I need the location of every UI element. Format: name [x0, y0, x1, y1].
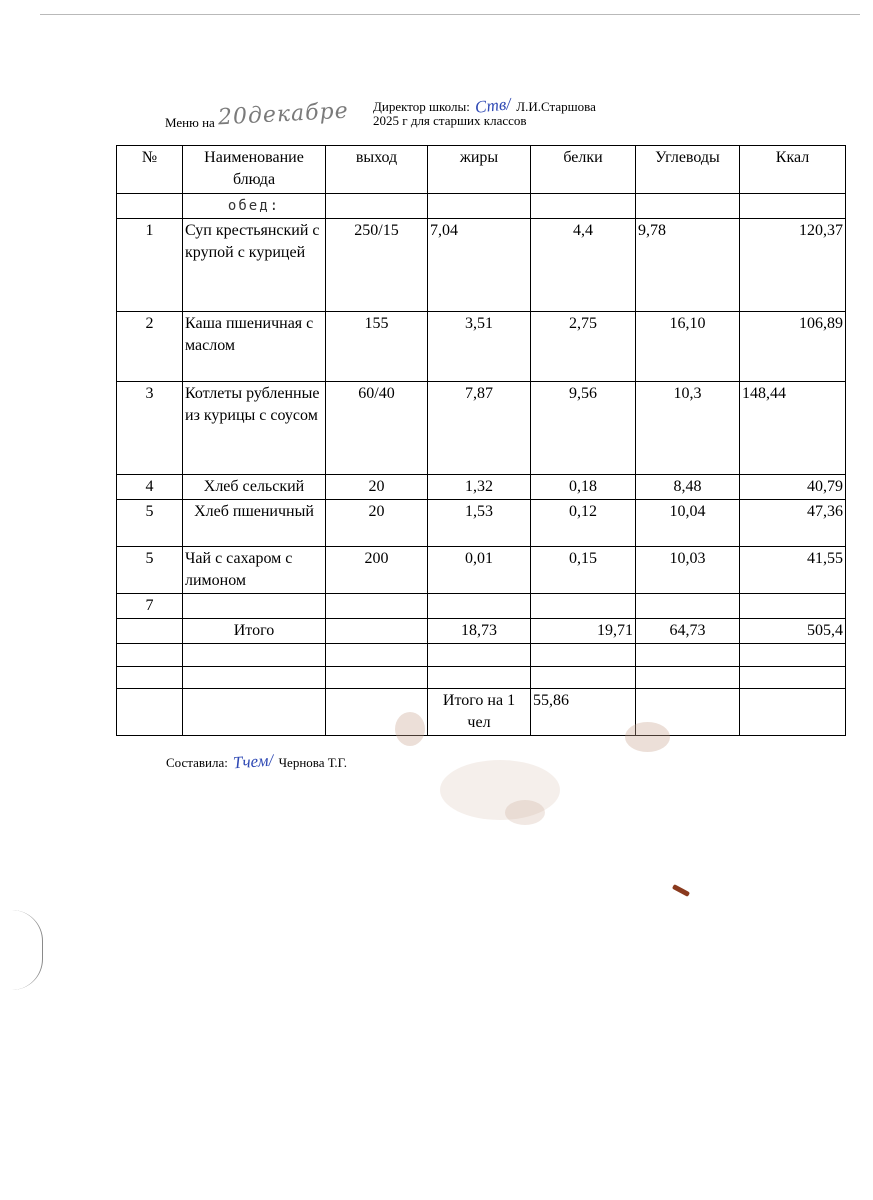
section-row: [117, 194, 846, 219]
row-num: 5: [117, 500, 183, 547]
compiled-by: [166, 752, 347, 772]
col-header-carbs: Углеводы: [636, 146, 740, 194]
dish-protein: 0,18: [531, 475, 636, 500]
menu-table: [116, 145, 846, 736]
row-num: 4: [117, 475, 183, 500]
table-row: [117, 382, 846, 475]
dish-name: Суп крестьянский с крупой с курицей: [183, 219, 326, 312]
per-person-label: Итого на 1 чел: [428, 689, 531, 736]
menu-subtitle: 2025 г для старших классов: [373, 113, 527, 128]
dish-output: 250/15: [326, 219, 428, 312]
dish-carbs: 10,03: [636, 547, 740, 594]
col-header-fat: жиры: [428, 146, 531, 194]
dish-output: 20: [326, 500, 428, 547]
total-carbs: 64,73: [636, 619, 740, 644]
per-person-row: [117, 689, 846, 736]
dish-kcal: 40,79: [740, 475, 846, 500]
col-header-num: №: [117, 146, 183, 194]
table-row: [117, 312, 846, 382]
dish-fat: 7,04: [428, 219, 531, 312]
empty-row: [117, 644, 846, 667]
dish-fat: 7,87: [428, 382, 531, 475]
dish-output: 200: [326, 547, 428, 594]
table-row: [117, 500, 846, 547]
col-header-protein: белки: [531, 146, 636, 194]
director-name: Л.И.Старшова: [516, 99, 596, 114]
total-row: [117, 619, 846, 644]
dish-kcal: 41,55: [740, 547, 846, 594]
top-divider: [40, 14, 860, 15]
compiled-signature: Тчем/: [232, 750, 274, 773]
dish-protein: 9,56: [531, 382, 636, 475]
empty-row: [117, 667, 846, 689]
dish-name: Котлеты рубленные из курицы с соусом: [183, 382, 326, 475]
row-num: 3: [117, 382, 183, 475]
dish-protein: 0,12: [531, 500, 636, 547]
stain: [625, 722, 670, 752]
dish-output: 60/40: [326, 382, 428, 475]
dish-carbs: 16,10: [636, 312, 740, 382]
col-header-name: Наименование блюда: [183, 146, 326, 194]
dish-carbs: 10,04: [636, 500, 740, 547]
total-fat: 18,73: [428, 619, 531, 644]
col-header-kcal: Ккал: [740, 146, 846, 194]
dish-carbs: 8,48: [636, 475, 740, 500]
total-kcal: 505,4: [740, 619, 846, 644]
table-row: [117, 547, 846, 594]
table-row: [117, 594, 846, 619]
dish-kcal: 148,44: [740, 382, 846, 475]
paper-edge: [12, 910, 43, 990]
stain: [395, 712, 425, 746]
dish-fat: 0,01: [428, 547, 531, 594]
row-num: 7: [117, 594, 183, 619]
section-label: обед:: [183, 194, 326, 219]
per-person-value: 55,86: [531, 689, 636, 736]
total-label: Итого: [183, 619, 326, 644]
menu-label: Меню на: [165, 115, 215, 130]
compiled-name: Чернова Т.Г.: [278, 755, 347, 770]
row-num: 5: [117, 547, 183, 594]
ink-mark: [672, 884, 690, 897]
director-prefix: Директор школы:: [373, 99, 470, 114]
dish-output: 20: [326, 475, 428, 500]
dish-fat: 1,53: [428, 500, 531, 547]
dish-fat: 1,32: [428, 475, 531, 500]
dish-protein: 0,15: [531, 547, 636, 594]
table-row: [117, 475, 846, 500]
header-row: [117, 146, 846, 194]
dish-name: Хлеб сельский: [183, 475, 326, 500]
dish-name: Каша пшеничная с маслом: [183, 312, 326, 382]
compiled-prefix: Составила:: [166, 755, 228, 770]
total-protein: 19,71: [531, 619, 636, 644]
dish-kcal: 106,89: [740, 312, 846, 382]
row-num: 1: [117, 219, 183, 312]
dish-kcal: 120,37: [740, 219, 846, 312]
dish-name: Хлеб пшеничный: [183, 500, 326, 547]
col-header-output: выход: [326, 146, 428, 194]
dish-carbs: 9,78: [636, 219, 740, 312]
handwritten-date: 20декабре: [217, 98, 350, 131]
dish-fat: 3,51: [428, 312, 531, 382]
dish-carbs: 10,3: [636, 382, 740, 475]
dish-name: Чай с сахаром с лимоном: [183, 547, 326, 594]
dish-output: 155: [326, 312, 428, 382]
dish-protein: 4,4: [531, 219, 636, 312]
stain: [505, 800, 545, 825]
dish-kcal: 47,36: [740, 500, 846, 547]
table-row: [117, 219, 846, 312]
director-signature: Ств/: [474, 94, 512, 117]
row-num: 2: [117, 312, 183, 382]
dish-protein: 2,75: [531, 312, 636, 382]
